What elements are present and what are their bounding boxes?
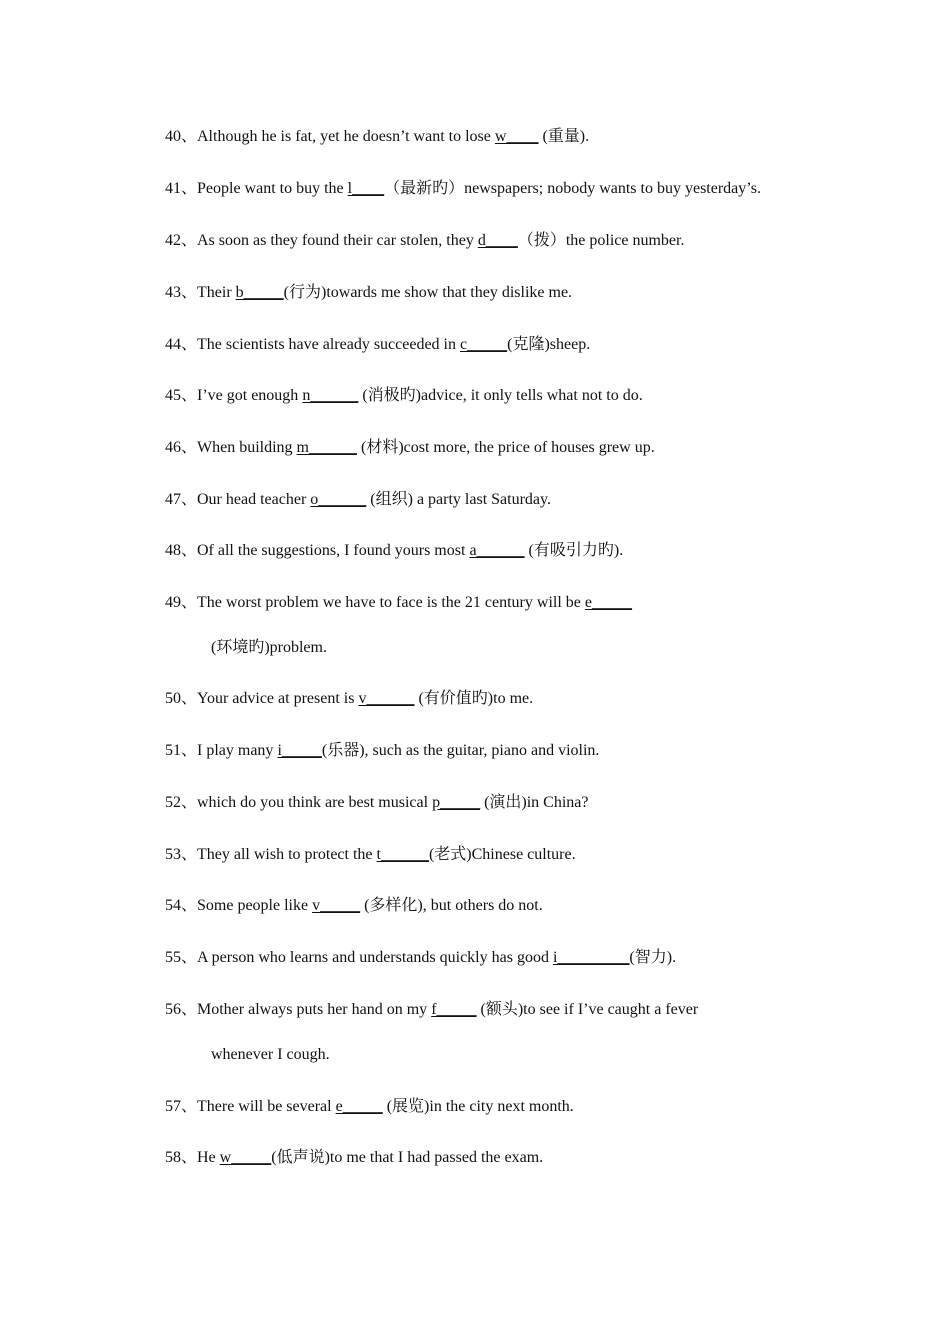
- question-54: 54、Some people like v_____ (多样化), but others do not.: [165, 897, 543, 914]
- answer-blank: t______: [376, 846, 429, 863]
- answer-blank: i_____: [277, 742, 322, 759]
- question-58: 58、He w_____(低声说)to me that I had passed the exam.: [165, 1149, 544, 1166]
- answer-blank: d____: [477, 232, 518, 249]
- answer-blank: v______: [358, 690, 415, 707]
- question-53: 53、They all wish to protect the t______(老式)Chinese culture.: [165, 846, 576, 863]
- answer-blank: w____: [494, 128, 539, 145]
- answer-blank: o______: [310, 491, 367, 508]
- answer-blank: w_____: [219, 1149, 272, 1166]
- question-41: 41、People want to buy the l____（最新旳）newspapers; nobody wants to buy yesterday’s.: [165, 180, 761, 197]
- answer-blank: e_____: [335, 1098, 383, 1115]
- question-49-continuation: (环境旳)problem.: [211, 639, 327, 656]
- answer-blank: b_____: [235, 284, 284, 301]
- answer-blank: v_____: [312, 897, 361, 914]
- question-52: 52、which do you think are best musical p_____ (演出)in China?: [165, 794, 589, 811]
- answer-blank: e_____: [584, 594, 632, 611]
- answer-blank: c_____: [460, 336, 508, 353]
- question-55: 55、A person who learns and understands quickly has good i_________(智力).: [165, 949, 677, 966]
- question-49: 49、The worst problem we have to face is the 21 century will be e_____: [165, 594, 632, 611]
- question-50: 50、Your advice at present is v______ (有价值旳)to me.: [165, 690, 534, 707]
- answer-blank: l____: [347, 180, 385, 197]
- answer-blank: f_____: [431, 1001, 477, 1018]
- question-45: 45、I’ve got enough n______ (消极旳)advice, it only tells what not to do.: [165, 387, 643, 404]
- question-48: 48、Of all the suggestions, I found yours most a______ (有吸引力旳).: [165, 542, 624, 559]
- answer-blank: i_________: [552, 949, 630, 966]
- answer-blank: n______: [302, 387, 359, 404]
- question-43: 43、Their b_____(行为)towards me show that they dislike me.: [165, 284, 573, 301]
- question-56: 56、Mother always puts her hand on my f_____ (额头)to see if I’ve caught a fever: [165, 1001, 699, 1018]
- question-46: 46、When building m______ (材料)cost more, the price of houses grew up.: [165, 439, 655, 456]
- question-47: 47、Our head teacher o______ (组织) a party last Saturday.: [165, 491, 551, 508]
- answer-blank: p_____: [432, 794, 481, 811]
- answer-blank: a______: [469, 542, 525, 559]
- question-42: 42、As soon as they found their car stolen, they d____（拨）the police number.: [165, 232, 685, 249]
- question-40: 40、Although he is fat, yet he doesn’t want to lose w____ (重量).: [165, 128, 590, 145]
- question-51: 51、I play many i_____(乐器), such as the guitar, piano and violin.: [165, 742, 600, 759]
- answer-blank: m______: [296, 439, 357, 456]
- question-56-continuation: whenever I cough.: [211, 1046, 330, 1063]
- question-57: 57、There will be several e_____ (展览)in the city next month.: [165, 1098, 574, 1115]
- question-44: 44、The scientists have already succeeded in c_____(克隆)sheep.: [165, 336, 591, 353]
